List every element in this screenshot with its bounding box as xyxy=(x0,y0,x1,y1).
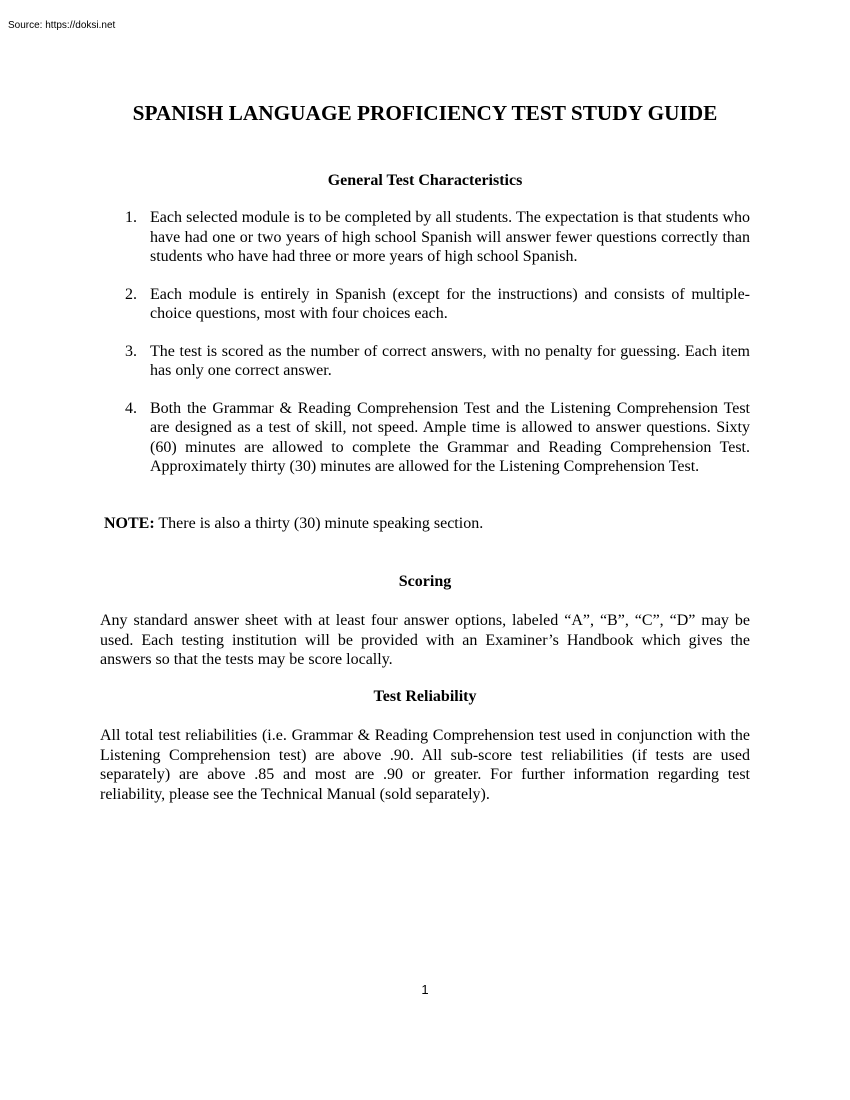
list-item xyxy=(100,285,750,324)
page-number: 1 xyxy=(421,982,429,997)
list-item-text: The test is scored as the number of correct answers, with no penalty for guessing. Each item has only one correct answer. xyxy=(150,342,750,379)
list-item-number: 4. xyxy=(125,399,137,417)
note-label: NOTE: xyxy=(104,515,155,532)
list-item-text: Both the Grammar & Reading Comprehension Test and the Listening Comprehension Test are designed as a test of skill, not speed. Ample time is allowed to answer questions. Sixty (60) minutes are allowed to complete the Grammar and Reading Comprehension Test. Approximately thirty (30) minutes are allowed for the Listening Comprehension Test. xyxy=(150,399,750,475)
list-item-number: 1. xyxy=(125,209,137,226)
list-item xyxy=(100,399,750,477)
scoring-heading: Scoring xyxy=(398,573,452,590)
note-text: There is also a thirty (30) minute speaking section. xyxy=(154,515,484,532)
page-title: SPANISH LANGUAGE PROFICIENCY TEST STUDY GUIDE xyxy=(132,101,718,125)
list-item-number: 2. xyxy=(125,285,137,303)
reliability-paragraph: All total test reliabilities (i.e. Grammar & Reading Comprehension test used in conjunction with the Listening Comprehension test) are above .90. All sub-score test reliabilities (if tests are used separately) are above .85 and most are .90 or greater. For further information regarding test reliability, please see the Technical Manual (sold separately). xyxy=(100,727,750,803)
general-characteristics-heading: General Test Characteristics xyxy=(327,172,523,189)
list-item-text: Each module is entirely in Spanish (except for the instructions) and consists of multiple-choice questions, most with four choices each. xyxy=(150,285,750,322)
source-label: Source: https://doksi.net xyxy=(8,20,116,31)
list-item-number: 3. xyxy=(125,342,137,360)
note-paragraph xyxy=(104,514,483,534)
scoring-paragraph: Any standard answer sheet with at least four answer options, labeled “A”, “B”, “C”, “D” may be used. Each testing institution will be provided with an Examiner’s Handbook which gives the answers so that the tests may be score locally. xyxy=(100,612,750,668)
list-item-text: Each selected module is to be completed by all students. The expectation is that students who have had one or two years of high school Spanish will answer fewer questions correctly than students who have had three or more years of high school Spanish. xyxy=(150,209,750,265)
list-item xyxy=(100,208,750,267)
test-reliability-heading: Test Reliability xyxy=(373,688,477,705)
characteristics-list xyxy=(100,208,750,495)
list-item xyxy=(100,342,750,381)
